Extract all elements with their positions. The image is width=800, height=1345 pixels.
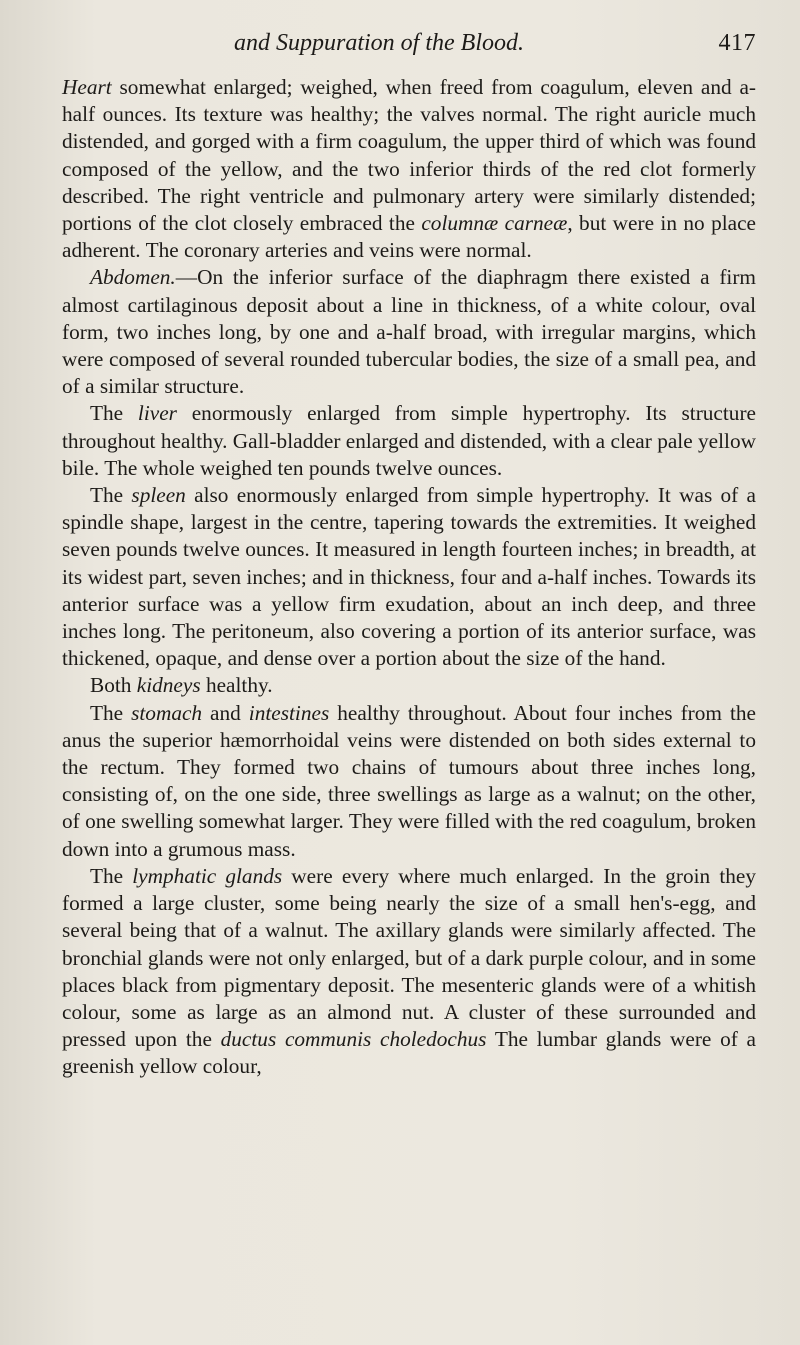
term-lymphatic-glands: lymphatic glands <box>132 863 283 888</box>
text-span: The <box>90 863 133 888</box>
term-liver: liver <box>137 401 177 426</box>
text-span: healthy throughout. About four inches from the anus the superior hæmorrhoidal veins were distended on both sides external to the rectum. They formed two chains of tumours about three inches long, consisting of, on the one side, three swellings as large as a walnut; on the other, of one swelling somewhat larger. They were filled with the red coagulum, broken down into a grumous mass. <box>62 700 756 861</box>
running-title: and Suppuration of the Blood. <box>234 30 524 56</box>
text-span: The <box>90 401 138 426</box>
paragraph-stomach <box>62 700 756 863</box>
paragraph-kidneys <box>62 672 756 699</box>
text-span: The <box>90 483 132 508</box>
term-abdomen: Abdomen. <box>90 265 176 290</box>
text-span: , but were in no place adherent. The coronary arteries and veins were normal. <box>62 211 756 263</box>
text-span: healthy. <box>200 673 273 698</box>
term-intestines: intestines <box>248 700 330 725</box>
term-columnae-carneae: columnæ carneæ <box>421 211 568 236</box>
term-spleen: spleen <box>131 483 186 508</box>
paragraph-abdomen <box>62 264 756 400</box>
page-number: 417 <box>718 30 756 56</box>
text-span: enormously enlarged from simple hypertrophy. Its structure throughout healthy. Gall-bladder enlarged and distended, with a clear pale yellow bile. The whole weighed ten pounds twelve ounces. <box>62 401 756 480</box>
text-span: The lumbar glands were of a greenish yellow colour, <box>62 1027 756 1079</box>
paragraph-liver <box>62 400 756 482</box>
text-span: were every where much enlarged. In the groin they formed a large cluster, some being nearly the size of a small hen's-egg, and several being that of a walnut. The axillary glands were similarly affected. The bronchial glands were not only enlarged, but of a dark purple colour, and in some places black from pigmentary deposit. The mesenteric glands were of a whitish colour, some as large as an almond nut. A cluster of these surrounded and pressed upon the <box>62 863 757 1052</box>
text-span: The <box>90 700 132 725</box>
term-ductus-communis: ductus communis choledochus <box>220 1027 487 1052</box>
body-text <box>62 74 756 1081</box>
paragraph-heart <box>62 74 756 264</box>
term-heart: Heart <box>62 75 112 99</box>
page-header <box>62 30 756 74</box>
term-stomach: stomach <box>131 700 203 725</box>
paragraph-lymphatic <box>62 863 756 1081</box>
text-span: Both <box>90 673 137 698</box>
paragraph-spleen <box>62 482 756 672</box>
text-span: somewhat enlarged; weighed, when freed from coagulum, eleven and a-half ounces. Its texture was healthy; the valves normal. The right auricle much distended, and gorged with a firm coagulum, the upper third of which was found composed of the yellow, and the two inferior thirds of the red clot formerly described. The right ventricle and pulmonary artery were similarly distended; portions of the clot closely embraced the <box>62 75 756 236</box>
term-kidneys: kidneys <box>136 673 201 698</box>
text-span: and <box>202 700 249 725</box>
text-span: —On the inferior surface of the diaphragm there existed a firm almost cartilaginous deposit about a line in thickness, of a white colour, oval form, two inches long, by one and a-half broad, with irregular margins, which were composed of several rounded tubercular bodies, the size of a small pea, and of a similar structure. <box>62 265 756 399</box>
text-span: also enormously enlarged from simple hypertrophy. It was of a spindle shape, largest in the centre, tapering towards the extremities. It weighed seven pounds twelve ounces. It measured in length fourteen inches; in breadth, at its widest part, seven inches; and in thickness, four and a-half inches. Towards its anterior surface was a yellow firm exudation, about an inch deep, and three inches long. The peritoneum, also covering a portion of its anterior surface, was thickened, opaque, and dense over a portion about the size of the hand. <box>62 483 757 671</box>
